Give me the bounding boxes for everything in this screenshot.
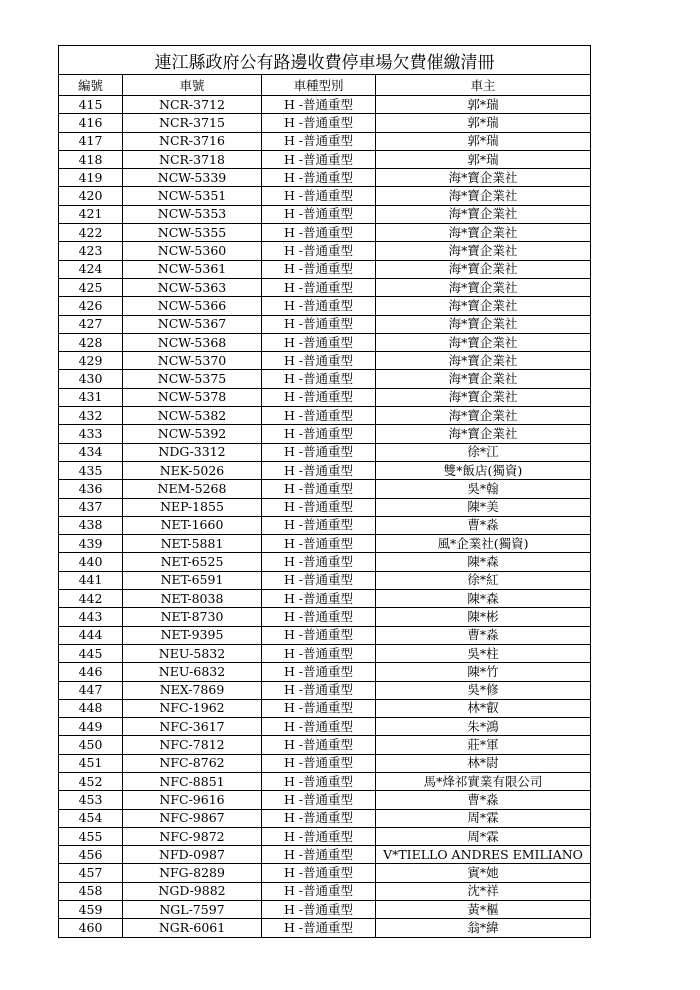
row-number: 441	[59, 571, 123, 589]
plate-number: NCW-5378	[123, 388, 262, 406]
plate-number: NCW-5367	[123, 315, 262, 333]
owner-name: 翁*緯	[376, 919, 591, 937]
vehicle-type: H -普通重型	[262, 516, 376, 534]
plate-number: NCW-5366	[123, 297, 262, 315]
row-number: 447	[59, 681, 123, 699]
row-number: 448	[59, 699, 123, 717]
owner-name: 陳*美	[376, 498, 591, 516]
owner-name: 曹*淼	[376, 626, 591, 644]
vehicle-type: H -普通重型	[262, 352, 376, 370]
vehicle-type: H -普通重型	[262, 882, 376, 900]
plate-number: NGR-6061	[123, 919, 262, 937]
plate-number: NET-5881	[123, 535, 262, 553]
owner-name: 郭*瑞	[376, 114, 591, 132]
plate-number: NCW-5392	[123, 425, 262, 443]
table-row	[59, 791, 591, 809]
table-row	[59, 278, 591, 296]
table-row	[59, 809, 591, 827]
owner-name: 海*寶企業社	[376, 407, 591, 425]
vehicle-type: H -普通重型	[262, 699, 376, 717]
row-number: 426	[59, 297, 123, 315]
plate-number: NCR-3715	[123, 114, 262, 132]
table-row	[59, 699, 591, 717]
table-row	[59, 132, 591, 150]
owner-name: 吳*柱	[376, 644, 591, 662]
table-row	[59, 461, 591, 479]
owner-name: 郭*瑞	[376, 96, 591, 114]
plate-number: NEU-6832	[123, 663, 262, 681]
vehicle-type: H -普通重型	[262, 919, 376, 937]
table-row	[59, 553, 591, 571]
table-row	[59, 516, 591, 534]
row-number: 418	[59, 150, 123, 168]
vehicle-type: H -普通重型	[262, 480, 376, 498]
row-number: 452	[59, 772, 123, 790]
vehicle-type: H -普通重型	[262, 590, 376, 608]
row-number: 435	[59, 461, 123, 479]
owner-name: 風*企業社(獨資)	[376, 535, 591, 553]
plate-number: NCW-5351	[123, 187, 262, 205]
row-number: 449	[59, 718, 123, 736]
plate-number: NFC-9867	[123, 809, 262, 827]
plate-number: NCR-3718	[123, 150, 262, 168]
header-owner: 車主	[376, 75, 591, 96]
vehicle-type: H -普通重型	[262, 187, 376, 205]
header-plate: 車號	[123, 75, 262, 96]
vehicle-type: H -普通重型	[262, 827, 376, 845]
plate-number: NFC-9872	[123, 827, 262, 845]
plate-number: NET-6525	[123, 553, 262, 571]
row-number: 457	[59, 864, 123, 882]
plate-number: NDG-3312	[123, 443, 262, 461]
table-row	[59, 480, 591, 498]
table-row	[59, 663, 591, 681]
plate-number: NCW-5375	[123, 370, 262, 388]
owner-name: 海*寶企業社	[376, 370, 591, 388]
plate-number: NGL-7597	[123, 901, 262, 919]
table-row	[59, 919, 591, 937]
vehicle-type: H -普通重型	[262, 809, 376, 827]
vehicle-type: H -普通重型	[262, 626, 376, 644]
row-number: 419	[59, 169, 123, 187]
owner-name: 陳*森	[376, 553, 591, 571]
vehicle-type: H -普通重型	[262, 864, 376, 882]
table-row	[59, 754, 591, 772]
owner-name: 海*寶企業社	[376, 315, 591, 333]
vehicle-type: H -普通重型	[262, 443, 376, 461]
row-number: 443	[59, 608, 123, 626]
plate-number: NET-1660	[123, 516, 262, 534]
owner-name: 海*寶企業社	[376, 260, 591, 278]
plate-number: NCW-5368	[123, 333, 262, 351]
table-row	[59, 443, 591, 461]
vehicle-type: H -普通重型	[262, 278, 376, 296]
owner-name: 雙*飯店(獨資)	[376, 461, 591, 479]
owner-name: 徐*紅	[376, 571, 591, 589]
row-number: 425	[59, 278, 123, 296]
vehicle-type: H -普通重型	[262, 461, 376, 479]
column-header-row	[59, 75, 591, 96]
table-row	[59, 827, 591, 845]
plate-number: NCW-5360	[123, 242, 262, 260]
plate-number: NCW-5361	[123, 260, 262, 278]
owner-name: 吳*修	[376, 681, 591, 699]
vehicle-type: H -普通重型	[262, 608, 376, 626]
vehicle-type: H -普通重型	[262, 754, 376, 772]
plate-number: NCW-5363	[123, 278, 262, 296]
table-row	[59, 718, 591, 736]
table-row	[59, 242, 591, 260]
row-number: 427	[59, 315, 123, 333]
owner-name: 海*寶企業社	[376, 242, 591, 260]
owner-name: 海*寶企業社	[376, 187, 591, 205]
vehicle-type: H -普通重型	[262, 333, 376, 351]
owner-name: 吳*翰	[376, 480, 591, 498]
owner-name: 馬*烽祁實業有限公司	[376, 772, 591, 790]
row-number: 454	[59, 809, 123, 827]
plate-number: NCW-5339	[123, 169, 262, 187]
row-number: 459	[59, 901, 123, 919]
table-row	[59, 608, 591, 626]
plate-number: NFC-8762	[123, 754, 262, 772]
vehicle-type: H -普通重型	[262, 772, 376, 790]
plate-number: NFG-8289	[123, 864, 262, 882]
vehicle-type: H -普通重型	[262, 736, 376, 754]
table-row	[59, 96, 591, 114]
row-number: 430	[59, 370, 123, 388]
owner-name: 賓*她	[376, 864, 591, 882]
owner-name: 徐*江	[376, 443, 591, 461]
row-number: 437	[59, 498, 123, 516]
owner-name: 周*霖	[376, 809, 591, 827]
vehicle-type: H -普通重型	[262, 169, 376, 187]
owner-name: 林*叡	[376, 699, 591, 717]
table-row	[59, 498, 591, 516]
plate-number: NEX-7869	[123, 681, 262, 699]
vehicle-type: H -普通重型	[262, 498, 376, 516]
row-number: 432	[59, 407, 123, 425]
row-number: 444	[59, 626, 123, 644]
vehicle-type: H -普通重型	[262, 681, 376, 699]
owner-name: 海*寶企業社	[376, 425, 591, 443]
vehicle-type: H -普通重型	[262, 114, 376, 132]
owner-name: 曹*淼	[376, 791, 591, 809]
vehicle-type: H -普通重型	[262, 224, 376, 242]
owner-name: 陳*森	[376, 590, 591, 608]
table-row	[59, 388, 591, 406]
plate-number: NET-8730	[123, 608, 262, 626]
vehicle-type: H -普通重型	[262, 663, 376, 681]
vehicle-type: H -普通重型	[262, 571, 376, 589]
owner-name: 海*寶企業社	[376, 352, 591, 370]
owner-name: 陳*彬	[376, 608, 591, 626]
vehicle-type: H -普通重型	[262, 205, 376, 223]
table-row	[59, 846, 591, 864]
vehicle-type: H -普通重型	[262, 150, 376, 168]
row-number: 422	[59, 224, 123, 242]
plate-number: NGD-9882	[123, 882, 262, 900]
header-number: 編號	[59, 75, 123, 96]
owner-name: 海*寶企業社	[376, 278, 591, 296]
table-row	[59, 352, 591, 370]
owner-name: 林*尉	[376, 754, 591, 772]
vehicle-type: H -普通重型	[262, 846, 376, 864]
row-number: 415	[59, 96, 123, 114]
table-row	[59, 260, 591, 278]
table-row	[59, 681, 591, 699]
vehicle-type: H -普通重型	[262, 901, 376, 919]
owner-name: 郭*瑞	[376, 132, 591, 150]
table-row	[59, 224, 591, 242]
row-number: 460	[59, 919, 123, 937]
table-row	[59, 315, 591, 333]
row-number: 442	[59, 590, 123, 608]
table-row	[59, 297, 591, 315]
row-number: 455	[59, 827, 123, 845]
row-number: 420	[59, 187, 123, 205]
plate-number: NCW-5370	[123, 352, 262, 370]
plate-number: NCW-5355	[123, 224, 262, 242]
vehicle-type: H -普通重型	[262, 96, 376, 114]
row-number: 453	[59, 791, 123, 809]
owner-name: 陳*竹	[376, 663, 591, 681]
plate-number: NFC-9616	[123, 791, 262, 809]
table-row	[59, 772, 591, 790]
table-row	[59, 535, 591, 553]
table-row	[59, 736, 591, 754]
owner-name: V*TIELLO ANDRES EMILIANO	[376, 846, 591, 864]
owner-name: 朱*鴻	[376, 718, 591, 736]
owner-name: 曹*淼	[376, 516, 591, 534]
row-number: 424	[59, 260, 123, 278]
plate-number: NFC-8851	[123, 772, 262, 790]
plate-number: NEU-5832	[123, 644, 262, 662]
plate-number: NCR-3712	[123, 96, 262, 114]
table-row	[59, 882, 591, 900]
document-title: 連江縣政府公有路邊收費停車場欠費催繳清冊	[59, 46, 591, 75]
owner-name: 黃*樞	[376, 901, 591, 919]
row-number: 421	[59, 205, 123, 223]
vehicle-type: H -普通重型	[262, 535, 376, 553]
row-number: 446	[59, 663, 123, 681]
table-row	[59, 205, 591, 223]
row-number: 423	[59, 242, 123, 260]
row-number: 434	[59, 443, 123, 461]
owner-name: 海*寶企業社	[376, 333, 591, 351]
vehicle-type: H -普通重型	[262, 407, 376, 425]
arrears-table	[58, 45, 591, 938]
vehicle-type: H -普通重型	[262, 297, 376, 315]
vehicle-type: H -普通重型	[262, 553, 376, 571]
table-row	[59, 864, 591, 882]
row-number: 440	[59, 553, 123, 571]
row-number: 439	[59, 535, 123, 553]
table-row	[59, 571, 591, 589]
row-number: 433	[59, 425, 123, 443]
row-number: 445	[59, 644, 123, 662]
plate-number: NET-6591	[123, 571, 262, 589]
row-number: 458	[59, 882, 123, 900]
plate-number: NET-8038	[123, 590, 262, 608]
plate-number: NCW-5353	[123, 205, 262, 223]
owner-name: 海*寶企業社	[376, 205, 591, 223]
vehicle-type: H -普通重型	[262, 718, 376, 736]
plate-number: NFC-3617	[123, 718, 262, 736]
table-row	[59, 169, 591, 187]
table-row	[59, 407, 591, 425]
owner-name: 沈*祥	[376, 882, 591, 900]
plate-number: NFC-1962	[123, 699, 262, 717]
vehicle-type: H -普通重型	[262, 791, 376, 809]
plate-number: NEM-5268	[123, 480, 262, 498]
row-number: 429	[59, 352, 123, 370]
plate-number: NEP-1855	[123, 498, 262, 516]
vehicle-type: H -普通重型	[262, 132, 376, 150]
owner-name: 郭*瑞	[376, 150, 591, 168]
title-row	[59, 46, 591, 75]
table-body	[59, 96, 591, 938]
table-row	[59, 901, 591, 919]
table-row	[59, 425, 591, 443]
row-number: 450	[59, 736, 123, 754]
table-row	[59, 187, 591, 205]
row-number: 451	[59, 754, 123, 772]
table-row	[59, 333, 591, 351]
table-row	[59, 626, 591, 644]
row-number: 428	[59, 333, 123, 351]
table-row	[59, 150, 591, 168]
table-row	[59, 644, 591, 662]
table-row	[59, 590, 591, 608]
plate-number: NET-9395	[123, 626, 262, 644]
owner-name: 周*霖	[376, 827, 591, 845]
vehicle-type: H -普通重型	[262, 370, 376, 388]
header-vehicle-type: 車種型別	[262, 75, 376, 96]
plate-number: NCR-3716	[123, 132, 262, 150]
arrears-register-sheet	[58, 45, 591, 938]
owner-name: 海*寶企業社	[376, 169, 591, 187]
plate-number: NEK-5026	[123, 461, 262, 479]
plate-number: NFD-0987	[123, 846, 262, 864]
table-row	[59, 114, 591, 132]
row-number: 417	[59, 132, 123, 150]
row-number: 456	[59, 846, 123, 864]
row-number: 438	[59, 516, 123, 534]
vehicle-type: H -普通重型	[262, 388, 376, 406]
owner-name: 海*寶企業社	[376, 224, 591, 242]
vehicle-type: H -普通重型	[262, 644, 376, 662]
table-row	[59, 370, 591, 388]
vehicle-type: H -普通重型	[262, 242, 376, 260]
vehicle-type: H -普通重型	[262, 260, 376, 278]
vehicle-type: H -普通重型	[262, 425, 376, 443]
plate-number: NCW-5382	[123, 407, 262, 425]
owner-name: 海*寶企業社	[376, 388, 591, 406]
plate-number: NFC-7812	[123, 736, 262, 754]
row-number: 436	[59, 480, 123, 498]
owner-name: 莊*軍	[376, 736, 591, 754]
owner-name: 海*寶企業社	[376, 297, 591, 315]
row-number: 431	[59, 388, 123, 406]
vehicle-type: H -普通重型	[262, 315, 376, 333]
row-number: 416	[59, 114, 123, 132]
